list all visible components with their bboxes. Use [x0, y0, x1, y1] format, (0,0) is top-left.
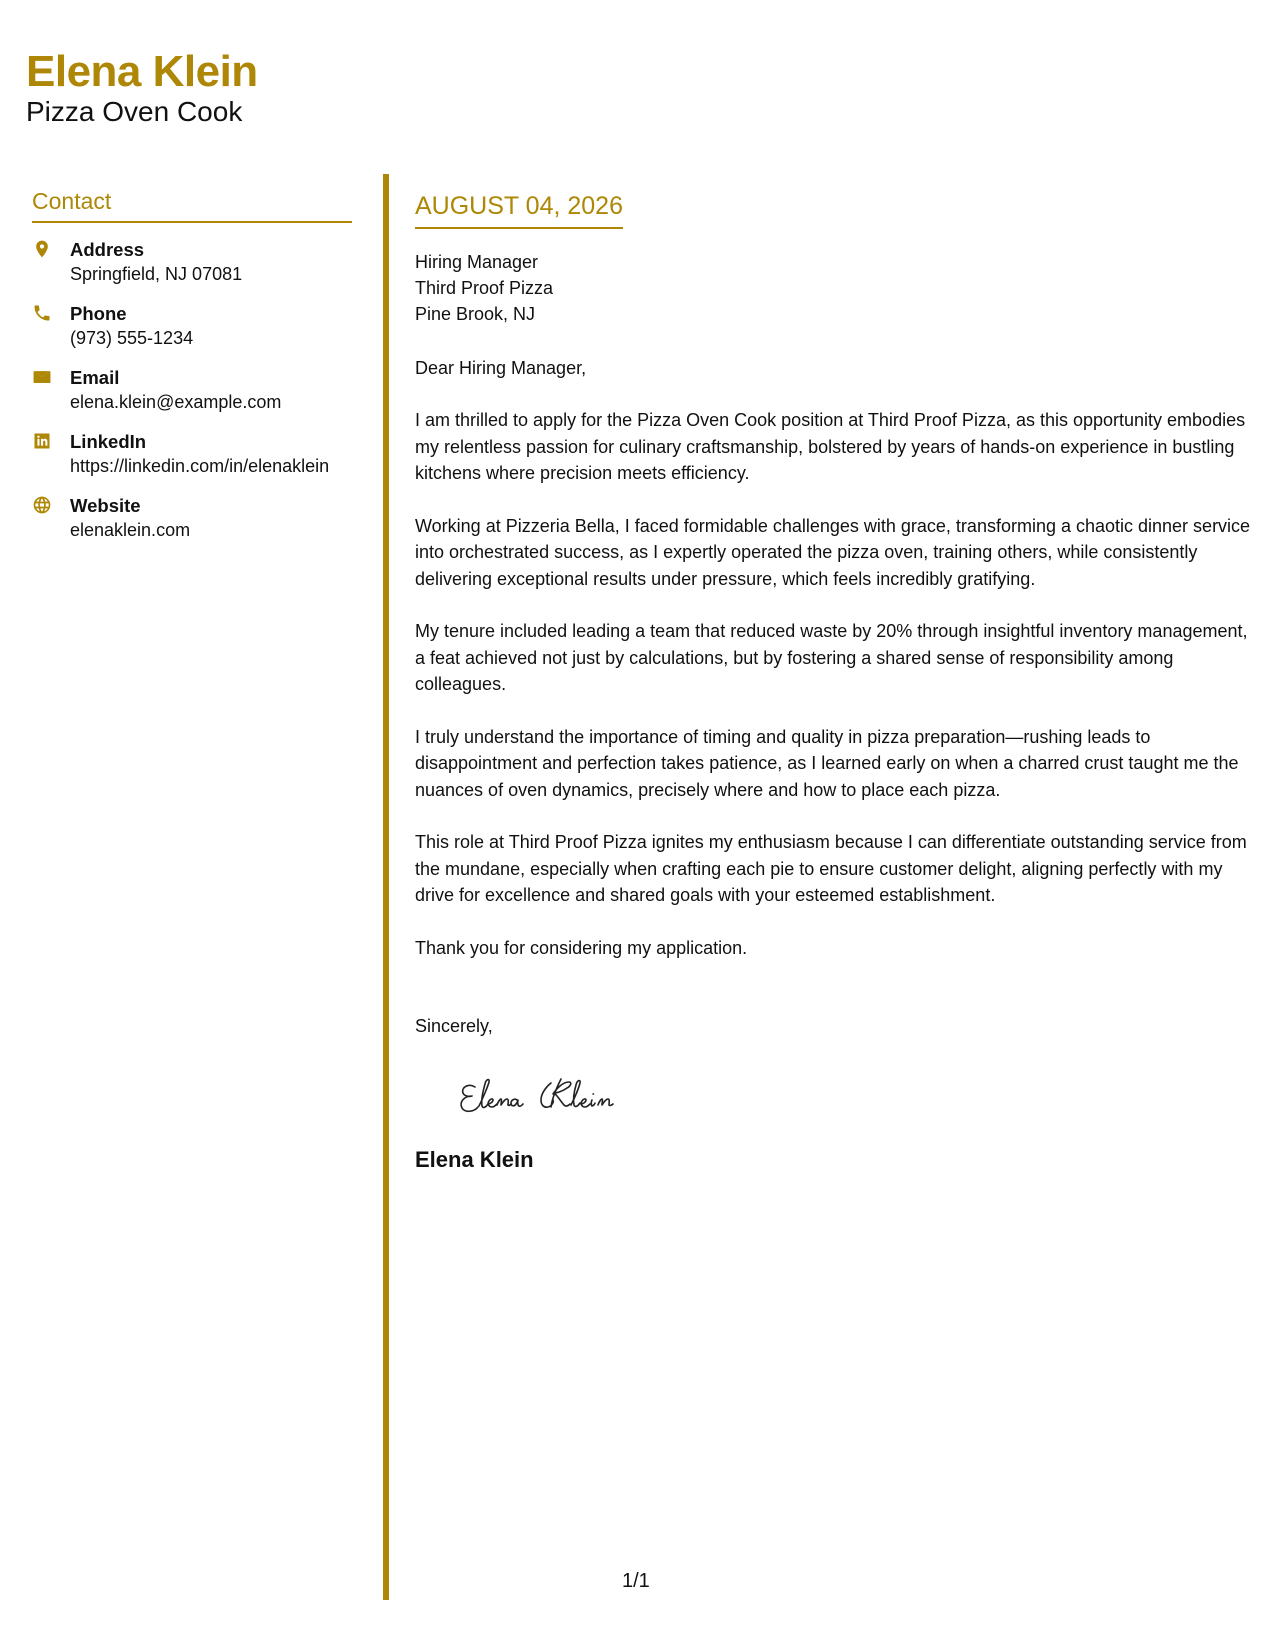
contact-item-website — [32, 493, 352, 543]
contact-item-address — [32, 237, 352, 287]
letter-paragraph: I truly understand the importance of timing and quality in pizza preparation—rushing leads to disappointment and perfection takes patience, as I learned early on when a charred crust taught me the nuances of oven dynamics, precisely where and how to place each pizza. — [415, 726, 1239, 800]
signer-name: Elena Klein — [415, 1147, 534, 1172]
letter-paragraph: Working at Pizzeria Bella, I faced formidable challenges with grace, transforming a chaotic dinner service into orchestrated success, as I expertly operated the pizza oven, training others, while consistently delivering exceptional results under pressure, which feels incredibly gratifying. — [415, 515, 1251, 589]
contact-label: LinkedIn — [70, 431, 147, 452]
letter-date: AUGUST 04, 2026 — [415, 192, 623, 229]
recipient-line: Pine Brook, NJ — [415, 304, 536, 324]
contact-heading: Contact — [32, 188, 352, 223]
salutation: Dear Hiring Manager, — [415, 358, 587, 378]
letter-paragraph: Thank you for considering my application. — [415, 937, 748, 958]
contact-label: Website — [70, 495, 141, 516]
contact-item-linkedin — [32, 429, 352, 479]
vertical-divider — [383, 174, 389, 1600]
contact-value: Springfield, NJ 07081 — [70, 264, 243, 284]
contact-value: (973) 555-1234 — [70, 328, 194, 348]
letter-paragraph: My tenure included leading a team that reduced waste by 20% through insightful inventory management, a feat achieved not just by calculations, but by fostering a shared sense of responsibility among colleagues. — [415, 621, 1248, 694]
recipient-block — [415, 249, 1255, 327]
phone-icon — [32, 301, 70, 351]
envelope-icon — [32, 365, 70, 415]
resume-header — [26, 48, 258, 128]
contact-item-email — [32, 365, 352, 415]
letter-paragraph: This role at Third Proof Pizza ignites my enthusiasm because I can differentiate outstanding service from the mundane, especially when crafting each pie to ensure customer delight, aligning perfectly with my drive for excellence and shared goals with your esteemed establishment. — [415, 832, 1247, 905]
applicant-name: Elena Klein — [26, 47, 258, 96]
contact-label: Address — [70, 239, 145, 260]
contact-value[interactable]: https://linkedin.com/in/elenaklein — [70, 456, 330, 476]
map-pin-icon — [32, 237, 70, 287]
page-number: 1/1 — [622, 1570, 650, 1592]
recipient-line: Hiring Manager — [415, 252, 539, 272]
linkedin-icon — [32, 429, 70, 479]
globe-icon — [32, 493, 70, 543]
handwritten-signature — [453, 1069, 1255, 1129]
closing: Sincerely, — [415, 1016, 493, 1036]
applicant-title: Pizza Oven Cook — [26, 96, 243, 128]
contact-item-phone — [32, 301, 352, 351]
letter-body — [415, 192, 1255, 1173]
contact-label: Phone — [70, 303, 127, 324]
letter-paragraph: I am thrilled to apply for the Pizza Oven Cook position at Third Proof Pizza, as this opportunity embodies my relentless passion for culinary craftsmanship, bolstered by years of hands-on experience in bustling kitchens where precision meets efficiency. — [415, 410, 1246, 483]
contact-label: Email — [70, 367, 120, 388]
contact-value[interactable]: elena.klein@example.com — [70, 392, 282, 412]
contact-value[interactable]: elenaklein.com — [70, 520, 191, 540]
recipient-line: Third Proof Pizza — [415, 278, 554, 298]
contact-sidebar — [32, 188, 352, 543]
